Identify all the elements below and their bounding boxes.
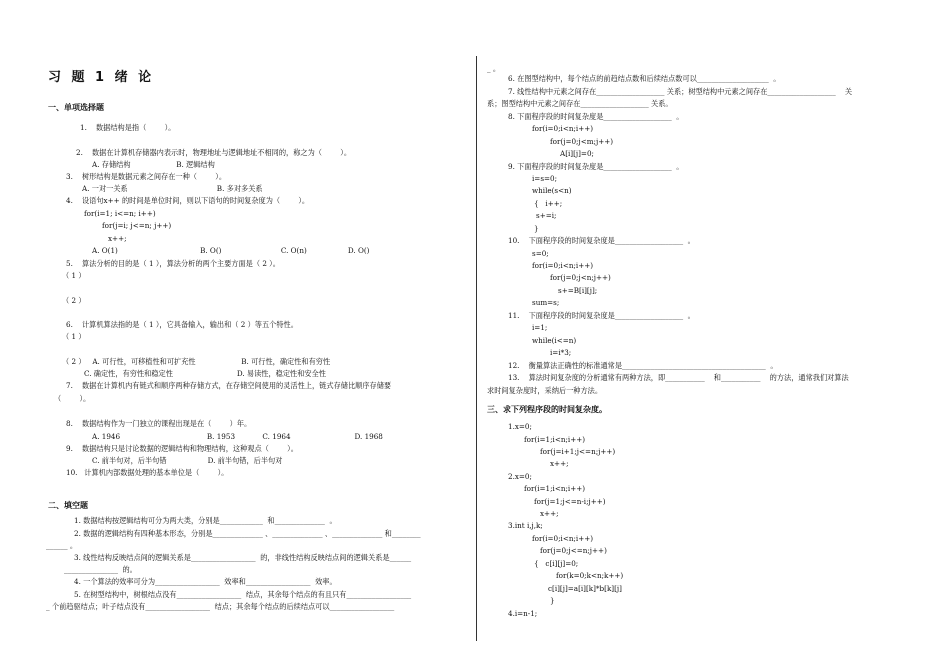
text-line: A. 1946 B. 1953 C. 1964 D. 1968 xyxy=(92,432,383,441)
text-line: 3. 树形结构是数据元素之间存在一种（ ）。 xyxy=(66,172,227,181)
text-line: 7. 线性结构中元素之间存在___________________ 关系；树型结构中元素之间存在___________________ 关 xyxy=(508,87,853,96)
section-heading-fill-blank: 二、填空题 xyxy=(48,501,88,510)
text-line: 10. 计算机内部数据处理的基本单位是（ ）。 xyxy=(66,468,229,477)
text-line: A. 一对一关系 B. 多对多关系 xyxy=(82,184,263,193)
page-title: 习 题 1 绪 论 xyxy=(48,70,155,85)
text-line: 4.i=n-1; xyxy=(508,609,538,618)
text-line: 8. 数据结构作为一门独立的课程出现是在（ ）年。 xyxy=(66,419,252,428)
text-line: i=i*3; xyxy=(550,348,572,357)
text-line: 6. 计算机算法指的是（ 1 ），它具备输入，输出和（ 2 ）等五个特性。 xyxy=(66,320,298,329)
text-line: 2. 数据在计算机存储器内表示时，物理地址与逻辑地址不相同的，称之为（ ）。 xyxy=(76,148,352,157)
text-line: 11. 下面程序段的时间复杂度是___________________ 。 xyxy=(508,311,695,320)
text-line: 1.x=0; xyxy=(508,422,532,431)
text-line: { i++; xyxy=(534,199,563,208)
text-line: 5. 算法分析的目的是（ 1 ），算法分析的两个主要方面是（ 2 ）。 xyxy=(66,259,280,268)
text-line: 8. 下面程序段的时间复杂度是___________________ 。 xyxy=(508,112,684,121)
text-line: } xyxy=(534,224,539,233)
text-line: } xyxy=(550,596,555,605)
text-line: i=s=0; xyxy=(532,174,558,183)
text-line: C. 确定性，有穷性和稳定性 D. 易读性，稳定性和安全性 xyxy=(84,369,326,378)
text-line: for(k=0;k<n;k++) xyxy=(556,571,624,580)
text-line: 9. 数据结构只是讨论数据的逻辑结构和物理结构，这种观点（ ）。 xyxy=(66,444,298,453)
text-line: for(i=0;i<n;i++) xyxy=(532,534,594,543)
text-line: 4. 一个算法的效率可分为__________________ 效率和__________________ 效率。 xyxy=(74,577,337,586)
text-line: （ 2 ） A. 可行性，可移植性和可扩充性 B. 可行性，确定性和有穷性 xyxy=(62,357,331,366)
text-line: for(i=0;i<n;i++) xyxy=(532,124,594,133)
text-line: 5. 在树型结构中，树根结点没有__________________ 结点，其余每个结点的有且只有__________________ xyxy=(74,590,412,599)
text-line: 2. 数据的逻辑结构有四种基本形态，分别是______________ 、______________ 、______________ 和________ xyxy=(74,529,421,538)
text-line: _ 。 xyxy=(487,64,501,73)
text-line: s+=i; xyxy=(536,211,557,220)
section-heading-single-choice: 一、单项选择题 xyxy=(48,103,104,112)
text-line: for(j=0;j<m;j++) xyxy=(550,137,614,146)
text-line: while(i<=n) xyxy=(532,336,577,345)
text-line: 4. 设语句x++ 的时间是单位时间，则以下语句的时间复杂度为（ ）。 xyxy=(66,196,310,205)
text-line: 9. 下面程序段的时间复杂度是___________________ 。 xyxy=(508,162,684,171)
text-line: for(j=i+1;j<=n;j++) xyxy=(540,447,616,456)
text-line: 10. 下面程序段的时间复杂度是___________________ 。 xyxy=(508,236,695,245)
text-line: s=0; xyxy=(532,249,549,258)
text-line: 1. 数据结构是指（ ）。 xyxy=(80,123,176,132)
text-line: for(j=0;j<n;j++) xyxy=(550,273,611,282)
text-line: _ 个前趋驱结点；叶子结点没有__________________ 结点；其余每个结点的后续结点可以__________________ xyxy=(46,602,395,611)
text-line: 13. 算法时间复杂度的分析通常有两种方法，即___________ 和___________ 的方法，通常我们对算法 xyxy=(508,373,849,382)
text-line: i=1; xyxy=(532,323,548,332)
text-line: （ 2 ） xyxy=(62,296,86,305)
section-heading-complexity: 三、求下列程序段的时间复杂度。 xyxy=(487,405,607,414)
text-line: s+=B[i][j]; xyxy=(558,286,598,295)
text-line: 1. 数据结构按逻辑结构可分为两大类，分别是____________ 和______________ 。 xyxy=(74,516,337,525)
text-line: C. 前半句对，后半句错 D. 前半句错，后半句对 xyxy=(92,456,283,465)
text-line: 3. 线性结构反映结点间的逻辑关系是__________________ 的，非线性结构反映结点间的逻辑关系是______ xyxy=(74,553,412,562)
text-line: for(j=i; j<=n; j++) xyxy=(102,221,172,230)
text-line: （ 1 ） xyxy=(62,332,86,341)
text-line: x++; xyxy=(540,509,559,518)
text-line: 3.int i,j,k; xyxy=(508,521,543,530)
text-line: while(s<n) xyxy=(532,186,572,195)
text-line: for(i=1;i<n;i++) xyxy=(524,435,586,444)
text-line: for(i=1; i<=n; i++) xyxy=(84,209,156,218)
text-line: ______ 。 xyxy=(46,541,78,550)
text-line: （ ）。 xyxy=(54,394,91,403)
text-line: c[i][j]=a[i][k]*b[k][j] xyxy=(548,584,622,593)
text-line: for(j=1;j<=n-i;j++) xyxy=(534,497,606,506)
text-line: 12. 衡量算法正确性的标准通常是________________________________________ 。 xyxy=(508,361,778,370)
text-line: x++; xyxy=(108,234,127,243)
text-line: A[i][j]=0; xyxy=(560,149,594,158)
text-line: for(i=1;i<n;i++) xyxy=(524,484,586,493)
text-line: 7. 数据在计算机内有链式和顺序两种存储方式，在存储空间使用的灵活性上，链式存储比顺序存储要 xyxy=(66,381,392,390)
text-line: sum=s; xyxy=(532,298,560,307)
text-line: A. 存储结构 B. 逻辑结构 xyxy=(92,160,215,169)
text-line: （ 1 ） xyxy=(62,271,86,280)
text-line: 2.x=0; xyxy=(508,472,532,481)
text-line: for(j=0;j<=n;j++) xyxy=(540,546,607,555)
text-line: { c[i][j]=0; xyxy=(534,559,579,568)
text-line: 求时间复杂度时，采纳后一种方法。 xyxy=(487,386,603,395)
text-line: _______________ 的。 xyxy=(64,565,137,574)
text-line: x++; xyxy=(550,459,569,468)
text-line: for(i=0;i<n;i++) xyxy=(532,261,594,270)
text-line: 6. 在图型结构中，每个结点的前趋结点数和后续结点数可以____________________ 。 xyxy=(508,74,781,83)
column-divider xyxy=(476,56,477,641)
text-line: A. O(1) B. O() C. O(n) D. O() xyxy=(92,246,370,255)
text-line: 系；图型结构中元素之间存在___________________ 关系。 xyxy=(487,99,673,108)
